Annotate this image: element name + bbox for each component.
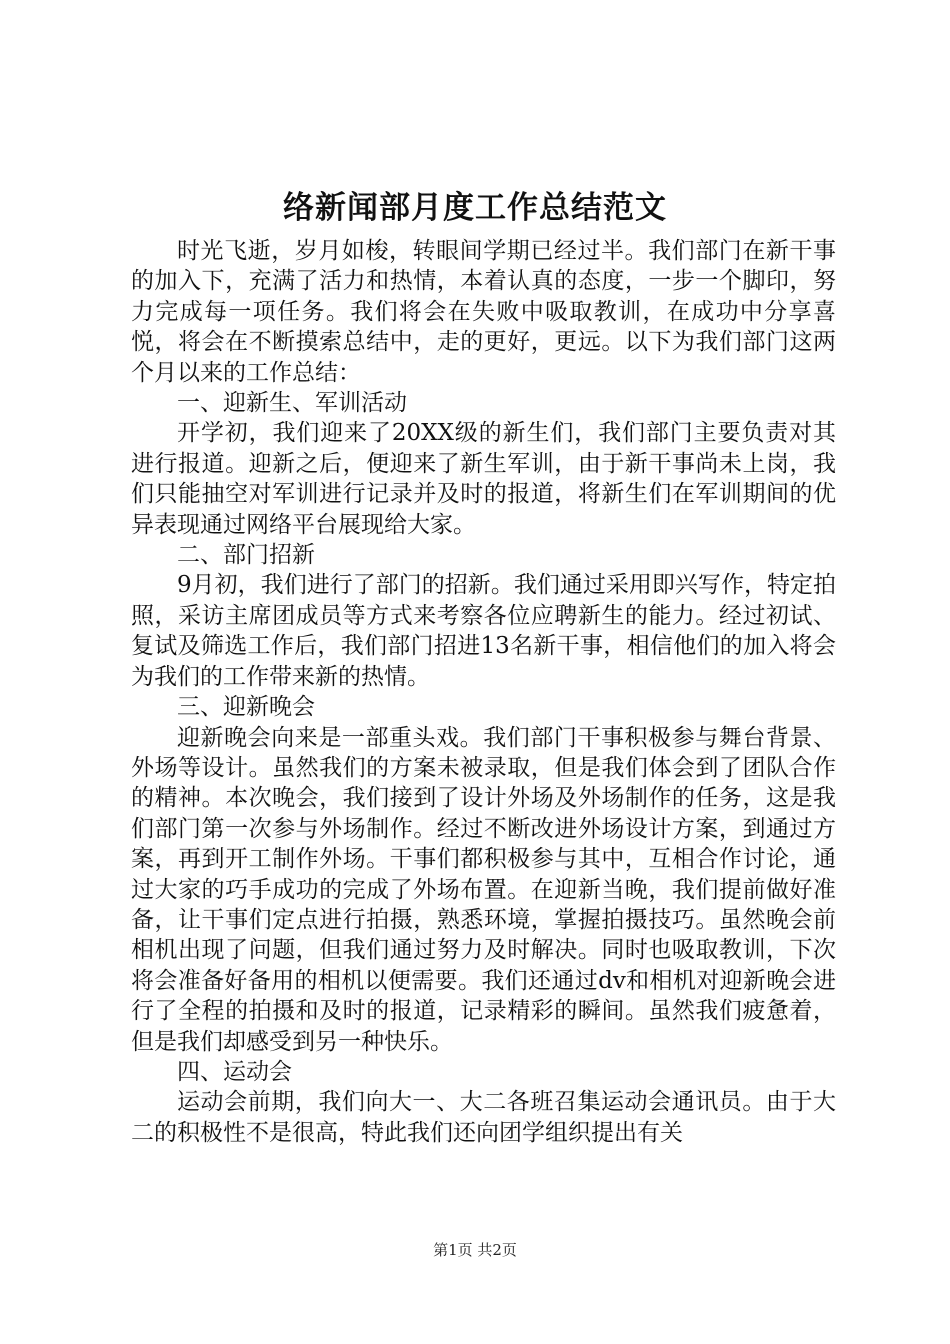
section-heading-welcome-training: 一、迎新生、军训活动 xyxy=(177,390,407,417)
sports-meet-paragraph: 运动会前期，我们向大一、大二各班召集运动会通讯员。由于大二的积极性不是很高，特此我们还向团学组织提出有关 xyxy=(131,1089,836,1146)
section-heading-sports-meet: 四、运动会 xyxy=(177,1058,292,1085)
section-heading-recruitment: 二、部门招新 xyxy=(177,542,315,569)
document-title: 络新闻部月度工作总结范文 xyxy=(283,190,667,226)
page-number-footer: 第1页 共2页 xyxy=(433,1241,517,1259)
welcome-training-paragraph: 开学初，我们迎来了20XX级的新生们，我们部门主要负责对其进行报道。迎新之后，便迎来了新生军训，由于新干事尚未上岗，我们只能抽空对军训进行记录并及时的报道，将新生们在军训期间的优异表现通过网络平台展现给大家。 xyxy=(131,420,836,538)
recruitment-paragraph: 9月初，我们进行了部门的招新。我们通过采用即兴写作，特定拍照，采访主席团成员等方式来考察各位应聘新生的能力。经过初试、复试及筛选工作后，我们部门招进13名新干事，相信他们的加入将会为我们的工作带来新的热情。 xyxy=(131,572,836,690)
section-heading-welcome-party: 三、迎新晚会 xyxy=(177,694,315,721)
welcome-party-paragraph: 迎新晚会向来是一部重头戏。我们部门干事积极参与舞台背景、外场等设计。虽然我们的方案未被录取，但是我们体会到了团队合作的精神。本次晚会，我们接到了设计外场及外场制作的任务，这是我们部门第一次参与外场制作。经过不断改进外场设计方案，到通过方案，再到开工制作外场。干事们都积极参与其中，互相合作讨论，通过大家的巧手成功的完成了外场布置。在迎新当晚，我们提前做好准备，让干事们定点进行拍摄，熟悉环境，掌握拍摄技巧。虽然晚会前相机出现了问题，但我们通过努力及时解决。同时也吸取教训，下次将会准备好备用的相机以便需要。我们还通过dv和相机对迎新晚会进行了全程的拍摄和及时的报道，记录精彩的瞬间。虽然我们疲惫着，但是我们却感受到另一种快乐。 xyxy=(131,724,836,1055)
document-body xyxy=(131,236,836,1148)
intro-paragraph: 时光飞逝，岁月如梭，转眼间学期已经过半。我们部门在新干事的加入下，充满了活力和热情，本着认真的态度，一步一个脚印，努力完成每一项任务。我们将会在失败中吸取教训，在成功中分享喜悦，将会在不断摸索总结中，走的更好，更远。以下为我们部门这两个月以来的工作总结： xyxy=(131,238,836,386)
